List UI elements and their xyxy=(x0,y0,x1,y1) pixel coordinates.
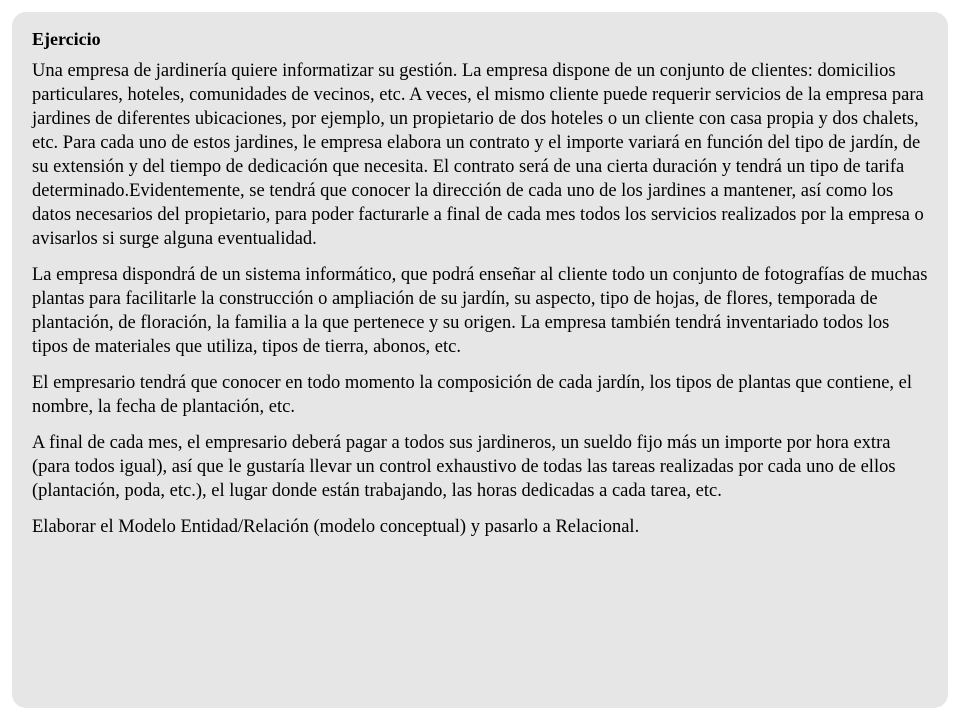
paragraph-information-system: La empresa dispondrá de un sistema informático, que podrá enseñar al cliente todo un conjunto de fotografías de muchas plantas para facilitarle la construcción o ampliación de su jardín, su aspecto, tipo de hojas, de flores, temporada de plantación, de floración, la familia a la que pertenece y su origen. La empresa también tendrá inventariado todos los tipos de materiales que utiliza, tipos de tierra, abonos, etc. xyxy=(32,265,928,357)
paragraph-garden-composition: El empresario tendrá que conocer en todo momento la composición de cada jardín, los tipos de plantas que contiene, el nombre, la fecha de plantación, etc. xyxy=(32,373,913,417)
exercise-title: Ejercicio xyxy=(32,29,101,49)
paragraph-client-description: Una empresa de jardinería quiere informatizar su gestión. La empresa dispone de un conjunto de clientes: domicilios particulares, hoteles, comunidades de vecinos, etc. A veces, el mismo cliente puede requerir servicios de la empresa para jardines de diferentes ubicaciones, por ejemplo, un propietario de dos hoteles o un cliente con casa propia y dos chalets, etc. Para cada uno de estos jardines, le empresa elabora un contrato y el importe variará en función del tipo de jardín, de su extensión y del tiempo de dedicación que necesita. El contrato será de una cierta duración y tendrá un tipo de tarifa determinado.Evidentemente, se tendrá que conocer la dirección de cada uno de los jardines a mantener, así como los datos necesarios del propietario, para poder facturarle a final de cada mes todos los servicios realizados por la empresa o avisarlos si surge alguna eventualidad. xyxy=(32,61,924,249)
paragraph-task-instruction: Elaborar el Modelo Entidad/Relación (modelo conceptual) y pasarlo a Relacional. xyxy=(32,517,640,537)
paragraph-gardener-payment: A final de cada mes, el empresario deberá pagar a todos sus jardineros, un sueldo fijo más un importe por hora extra (para todos igual), así que le gustaría llevar un control exhaustivo de todas las tareas realizadas por cada uno de ellos (plantación, poda, etc.), el lugar donde están trabajando, las horas dedicadas a cada tarea, etc. xyxy=(32,433,896,501)
slide-panel xyxy=(12,12,948,708)
